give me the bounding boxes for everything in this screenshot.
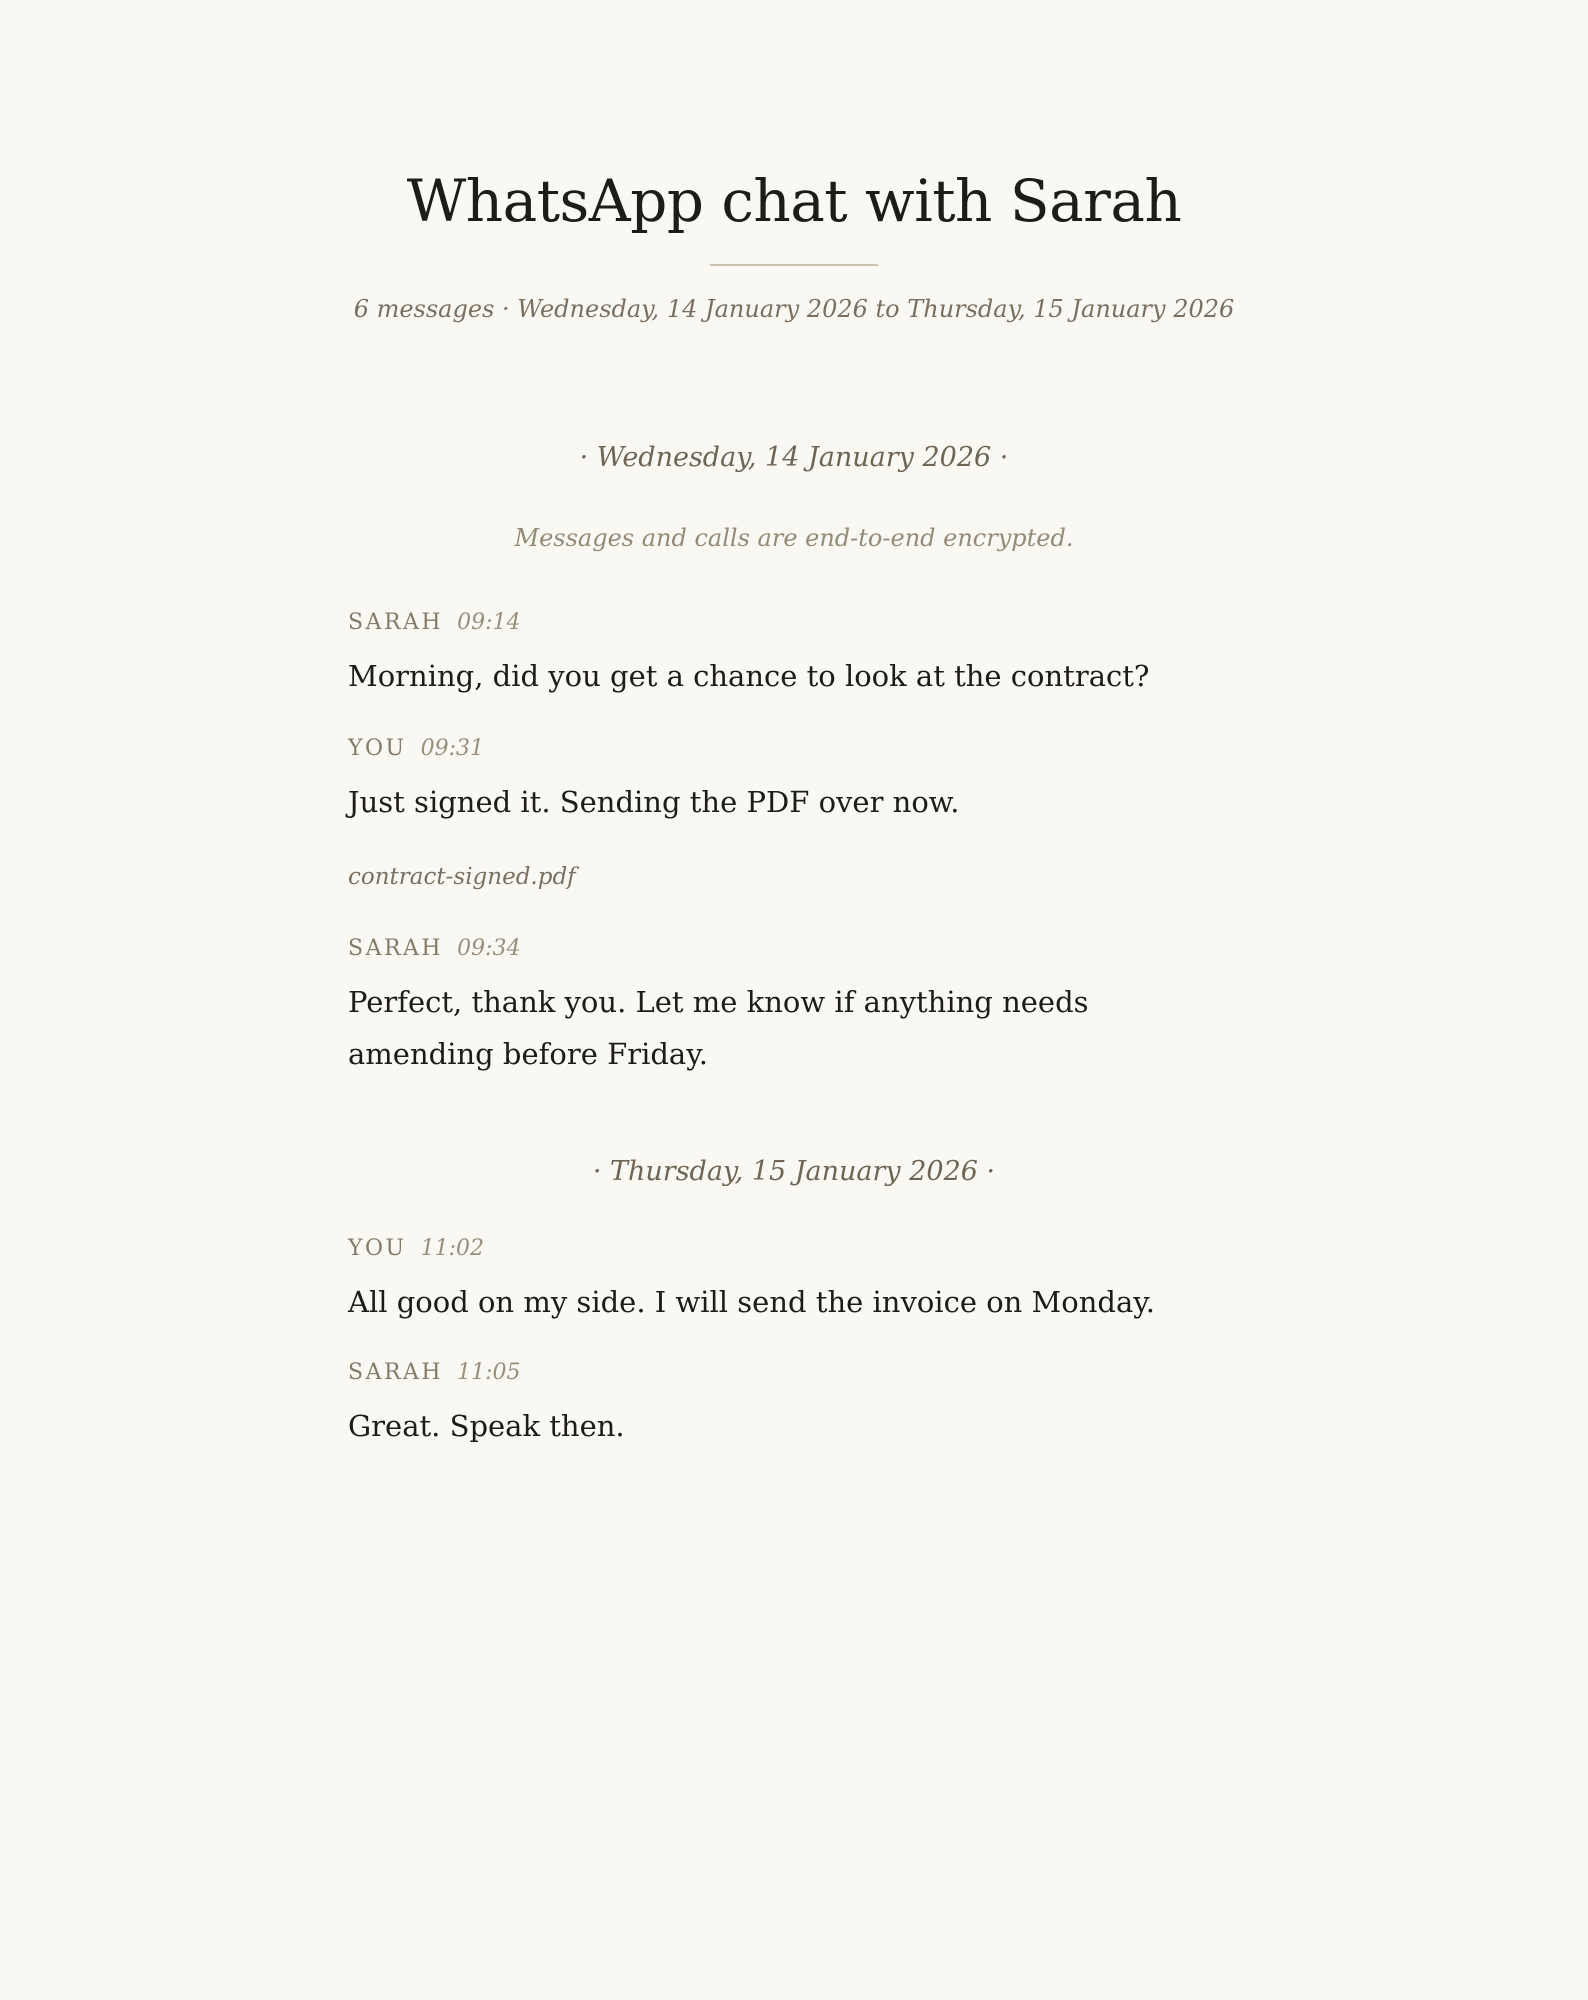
message-text: Morning, did you get a chance to look at the contract?	[348, 659, 1150, 693]
message-sender: SARAH	[348, 936, 444, 961]
page-title: WhatsApp chat with Sarah	[406, 167, 1182, 235]
message-sender: YOU	[348, 736, 407, 761]
encryption-notice: Messages and calls are end-to-end encrypted.	[514, 524, 1074, 552]
message-sender: SARAH	[348, 1360, 444, 1385]
page-header	[0, 160, 1588, 326]
message-time: 09:34	[457, 936, 521, 961]
attachment-filename[interactable]: contract-signed.pdf	[348, 864, 576, 890]
message-meta	[348, 1232, 1238, 1266]
message-meta	[348, 732, 1238, 766]
message-time: 11:05	[457, 1360, 521, 1385]
day-separator: · Thursday, 15 January 2026 ·	[592, 1156, 996, 1187]
message	[348, 1232, 1238, 1328]
message	[348, 1356, 1238, 1452]
message-time: 09:31	[420, 736, 485, 761]
message	[348, 732, 1238, 828]
message-text: Just signed it. Sending the PDF over now.	[348, 785, 960, 819]
message-text: All good on my side. I will send the invoice on Monday.	[348, 1285, 1155, 1319]
message-text: Perfect, thank you. Let me know if anything needs amending before Friday.	[348, 985, 1089, 1071]
message-sender: SARAH	[348, 610, 444, 635]
message-meta	[348, 606, 1238, 640]
message-time: 09:14	[457, 610, 521, 635]
chat-summary: 6 messages · Wednesday, 14 January 2026 to Thursday, 15 January 2026	[353, 295, 1235, 323]
message-text: Great. Speak then.	[348, 1409, 625, 1443]
message-sender: YOU	[348, 1236, 407, 1261]
day-separator: · Wednesday, 14 January 2026 ·	[579, 442, 1009, 473]
message-time: 11:02	[420, 1236, 485, 1261]
message	[348, 932, 1238, 1080]
message-meta	[348, 1356, 1238, 1390]
message-meta	[348, 932, 1238, 966]
title-divider	[710, 264, 878, 266]
message	[348, 606, 1238, 702]
